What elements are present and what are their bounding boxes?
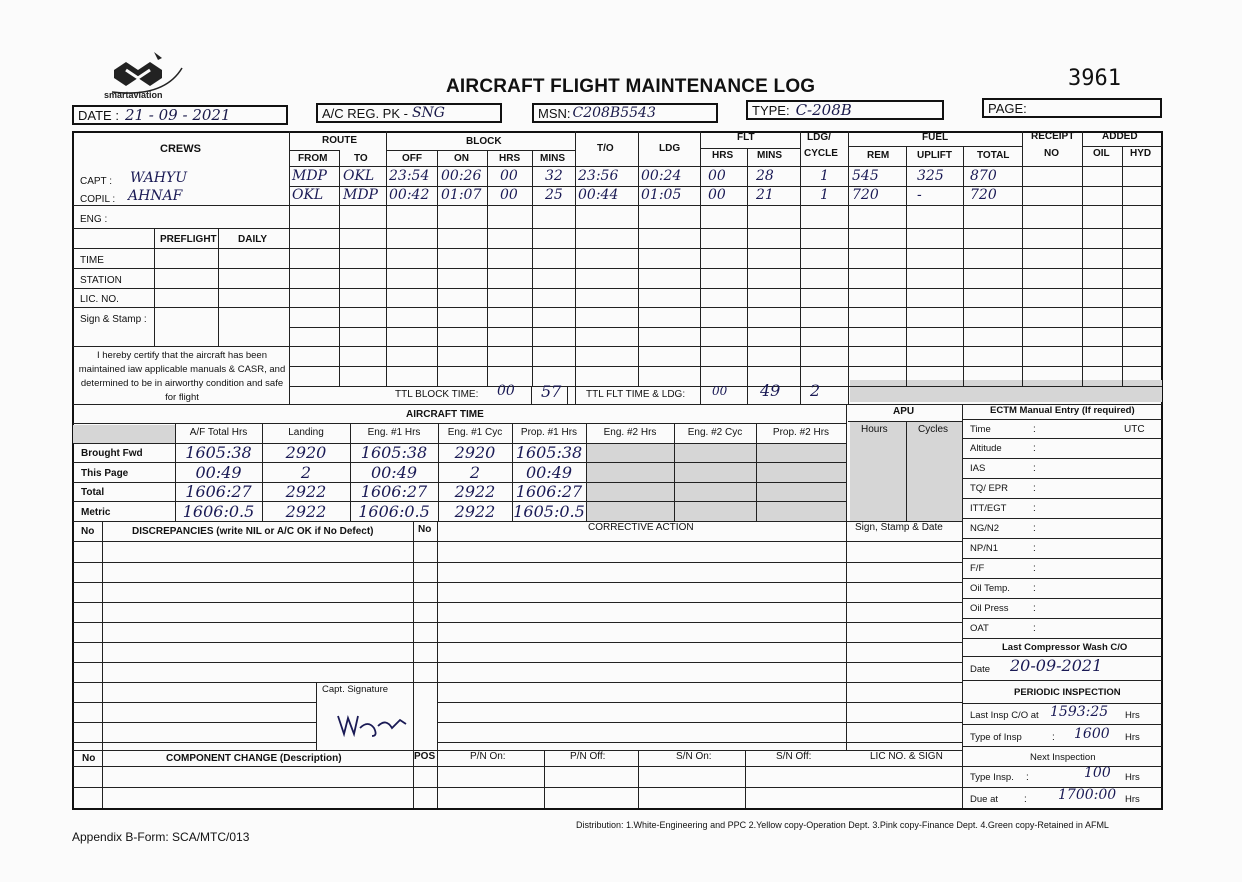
page-field[interactable]: [982, 98, 1162, 118]
last-insp-label: Last Insp C/O at: [970, 710, 1039, 721]
block-mins-header: MINS: [540, 153, 565, 164]
grid-line: [700, 148, 800, 149]
ectm-title: ECTM Manual Entry (If required): [990, 405, 1135, 416]
aircraft-time-value: 1606:27: [185, 482, 252, 501]
copil-value: AHNAF: [128, 188, 183, 204]
logo-text: smartaviation: [104, 90, 163, 100]
type-field[interactable]: [746, 100, 944, 120]
aircraft-time-header: Eng. #2 Cyc: [687, 427, 743, 438]
flight-to-time-value: 00:44: [578, 187, 619, 203]
grid-line: [1022, 131, 1023, 386]
flt-mins-header: MINS: [757, 150, 782, 161]
fuel-total-header: TOTAL: [977, 150, 1010, 161]
receipt-header: RECEIPT: [1031, 131, 1075, 142]
grid-line: [73, 750, 962, 751]
copil-label: COPIL :: [80, 194, 116, 205]
ttl-block-hrs: 00: [497, 383, 515, 399]
grid-line: [962, 618, 1162, 619]
grid-line: [289, 366, 1162, 367]
flight-on-value: 01:07: [441, 187, 482, 203]
grid-line: [413, 521, 414, 808]
reg-value: SNG: [411, 105, 445, 121]
aircraft-time-value: 00:49: [195, 462, 242, 482]
grid-line: [962, 598, 1162, 599]
grid-line: [289, 228, 1162, 229]
aircraft-time-title: AIRCRAFT TIME: [406, 409, 484, 420]
aircraft-time-value: 2922: [454, 482, 496, 501]
ttl-flt-label: TTL FLT TIME & LDG:: [586, 389, 686, 400]
aircraft-time-header: A/F Total Hrs: [189, 427, 248, 438]
grid-line: [567, 386, 568, 404]
grid-line: [906, 146, 907, 386]
grid-line: [962, 498, 1162, 499]
ectm-field-sep: :: [1033, 583, 1036, 594]
page-label: PAGE:: [988, 100, 1027, 116]
grid-line: [73, 288, 289, 289]
next-inspection-title: Next Inspection: [1030, 752, 1096, 763]
grid-line: [531, 386, 532, 404]
flight-uplift-value: 325: [917, 168, 944, 184]
grid-line: [963, 146, 964, 386]
aircraft-time-value: 2922: [285, 482, 327, 501]
flight-rem-value: 545: [852, 168, 879, 184]
aircraft-time-value: 2: [469, 462, 481, 482]
grid-line: [962, 538, 1162, 539]
sign-stamp-date-header: Sign, Stamp & Date: [855, 522, 943, 533]
flight-hrs-value: 00: [500, 187, 518, 203]
grid-line: [289, 150, 339, 151]
ectm-field-sep: :: [1033, 543, 1036, 554]
added-header: ADDED: [1102, 131, 1138, 142]
aircraft-time-value: 1606:27: [360, 482, 428, 501]
aircraft-time-value: 1606:27: [515, 482, 583, 501]
aircraft-time-value: 1605:38: [360, 443, 428, 462]
grid-line: [73, 228, 289, 229]
ectm-field-sep: :: [1033, 503, 1036, 514]
grid-line: [747, 148, 748, 386]
type-insp-sep: :: [1052, 732, 1055, 743]
flight-flt-hrs-value: 00: [708, 168, 726, 184]
grid-line: [906, 421, 907, 521]
ectm-field-label: F/F: [970, 563, 985, 574]
preflight-header: PREFLIGHT: [160, 234, 217, 245]
grid-line: [800, 131, 801, 404]
preflight-sign-label: Sign & Stamp :: [80, 314, 147, 325]
lic-sign-header: LIC NO. & SIGN: [870, 751, 943, 762]
ectm-field-label: IAS: [970, 463, 986, 474]
flight-cycle-value: 1: [820, 168, 829, 184]
flight-on-value: 00:26: [441, 168, 482, 184]
flight-ldg-value: 00:24: [641, 168, 682, 184]
grid-line: [747, 386, 748, 404]
grid-line: [102, 521, 103, 808]
aircraft-time-header: Eng. #1 Cyc: [447, 427, 503, 438]
grid-line: [73, 541, 962, 542]
ectm-field-label: Oil Temp.: [970, 583, 1010, 594]
flight-total-value: 720: [970, 187, 997, 203]
component-change-header: COMPONENT CHANGE (Description): [166, 753, 342, 764]
reg-label: A/C REG. PK -: [322, 105, 408, 121]
grid-line: [700, 131, 701, 404]
grid-line: [289, 131, 290, 404]
aircraft-time-value: 2920: [454, 443, 496, 462]
grid-line: [962, 478, 1162, 479]
aircraft-time-value: 2: [300, 462, 312, 482]
grid-line: [962, 724, 1162, 725]
flight-mins-value: 32: [545, 168, 563, 184]
grid-line: [638, 131, 639, 386]
ectm-field-label: ITT/EGT: [970, 503, 1007, 514]
grid-line: [962, 578, 1162, 579]
grid-line: [73, 562, 962, 563]
grid-line: [544, 750, 545, 808]
aircraft-time-value: 1606:0.5: [182, 501, 255, 521]
flight-mins-value: 25: [545, 187, 563, 203]
ectm-time-sep: :: [1033, 424, 1036, 435]
grid-line: [848, 131, 849, 404]
grid-line: [73, 742, 316, 743]
last-insp-hrs: Hrs: [1125, 710, 1140, 721]
ectm-field-label: OAT: [970, 623, 989, 634]
grid-line: [962, 746, 1162, 747]
takeoff-header: T/O: [597, 143, 614, 154]
grid-line: [73, 248, 289, 249]
flt-header: FLT: [737, 132, 755, 143]
page-title: AIRCRAFT FLIGHT MAINTENANCE LOG: [446, 76, 816, 97]
ectm-field-sep: :: [1033, 443, 1036, 454]
grid-line: [437, 150, 438, 386]
type-label: TYPE:: [752, 102, 790, 118]
next-type-hrs: Hrs: [1125, 772, 1140, 783]
grid-line: [962, 404, 963, 808]
ectm-field-sep: :: [1033, 483, 1036, 494]
compressor-wash-date-value: 20-09-2021: [1010, 656, 1103, 675]
flight-to-value: OKL: [343, 168, 375, 184]
due-at-hrs: Hrs: [1125, 794, 1140, 805]
flt-hrs-header: HRS: [712, 150, 734, 161]
grid-line: [73, 682, 962, 683]
crews-header: CREWS: [160, 143, 201, 155]
grid-line: [437, 742, 962, 743]
last-insp-value: 1593:25: [1050, 704, 1109, 720]
ectm-utc-label: UTC: [1124, 424, 1145, 435]
route-header: ROUTE: [322, 135, 357, 146]
ttl-flt-mins: 49: [760, 381, 781, 400]
grid-line: [73, 622, 962, 623]
grid-line: [154, 228, 155, 346]
grid-line: [73, 307, 289, 308]
aircraft-time-value: 2922: [454, 501, 496, 521]
flight-flt-mins-value: 21: [756, 187, 774, 203]
oil-header: OIL: [1093, 148, 1110, 159]
grid-line: [73, 268, 289, 269]
next-type-label: Type Insp.: [970, 772, 1014, 783]
grid-line: [848, 421, 962, 422]
grid-line: [289, 205, 1162, 206]
corrective-no-header: No: [418, 524, 432, 535]
grid-line: [962, 680, 1162, 681]
flight-off-value: 23:54: [389, 168, 430, 184]
capt-value: WAHYU: [130, 170, 188, 186]
fuel-header: FUEL: [922, 132, 949, 143]
discrepancy-header: DISCREPANCIES (write NIL or A/C OK if No Defect): [132, 526, 374, 537]
grid-line: [1082, 131, 1083, 386]
date-field[interactable]: [72, 105, 288, 125]
ldg-cycle-header-2: CYCLE: [804, 148, 838, 159]
aircraft-time-row-label: Brought Fwd: [81, 448, 143, 459]
reg-field[interactable]: [316, 103, 502, 123]
date-value: 21 - 09 - 2021: [124, 106, 231, 124]
grid-line: [73, 702, 316, 703]
next-type-value: 100: [1084, 765, 1111, 781]
landing-header: LDG: [659, 143, 681, 154]
grid-line: [73, 642, 962, 643]
aircraft-time-row-label: Total: [81, 487, 105, 498]
ttl-block-mins: 57: [541, 382, 562, 401]
flight-uplift-value: -: [917, 187, 922, 203]
grid-line: [289, 268, 1162, 269]
ectm-time-label: Time: [970, 424, 991, 435]
ectm-field-sep: :: [1033, 603, 1036, 614]
ectm-field-label: NG/N2: [970, 523, 1000, 534]
grid-line: [962, 518, 1162, 519]
ectm-field-label: TQ/ EPR: [970, 483, 1009, 494]
grid-line: [962, 638, 1162, 639]
type-value: C-208B: [795, 101, 852, 119]
grid-line: [700, 386, 701, 404]
aircraft-time-header: Eng. #1 Hrs: [367, 427, 421, 438]
grid-line: [339, 150, 340, 386]
ectm-field-sep: :: [1033, 463, 1036, 474]
pn-off-header: P/N Off:: [570, 751, 606, 762]
hyd-header: HYD: [1130, 148, 1152, 159]
grid-line: [962, 558, 1162, 559]
corrective-action-header: CORRECTIVE ACTION: [588, 522, 694, 533]
flight-to-value: MDP: [343, 187, 378, 203]
next-type-sep: :: [1026, 772, 1029, 783]
grid-line: [800, 386, 801, 404]
grid-line: [73, 787, 962, 788]
pn-on-header: P/N On:: [470, 751, 506, 762]
flight-cycle-value: 1: [820, 187, 829, 203]
aircraft-time-value: 00:49: [525, 462, 573, 482]
capt-label: CAPT :: [80, 176, 113, 187]
aircraft-time-header: Eng. #2 Hrs: [603, 427, 657, 438]
pos-header: POS: [414, 751, 436, 762]
off-header: OFF: [402, 153, 422, 164]
grid-line: [1122, 146, 1123, 386]
aircraft-time-value: 1605:0.5: [513, 501, 585, 521]
type-insp-hrs: Hrs: [1125, 732, 1140, 743]
grid-line: [73, 722, 316, 723]
aircraft-time-header: Prop. #1 Hrs: [520, 427, 578, 438]
on-header: ON: [454, 153, 469, 164]
type-insp-value: 1600: [1074, 726, 1110, 742]
grid-line: [73, 205, 289, 206]
ectm-field-sep: :: [1033, 623, 1036, 634]
due-at-label: Due at: [970, 794, 998, 805]
grid-line: [962, 458, 1162, 459]
aircraft-time-value: 1606:0.5: [358, 501, 430, 521]
apu-title: APU: [893, 406, 915, 417]
flight-total-value: 870: [970, 168, 997, 184]
type-insp-label: Type of Insp: [970, 732, 1022, 743]
ectm-field-sep: :: [1033, 563, 1036, 574]
flight-hrs-value: 00: [500, 168, 518, 184]
grid-line: [745, 750, 746, 808]
fuel-uplift-header: UPLIFT: [917, 150, 952, 161]
capt-signature: [334, 706, 410, 740]
grid-line: [487, 150, 488, 386]
aircraft-time-header: Prop. #2 Hrs: [772, 427, 830, 438]
msn-field[interactable]: [532, 103, 718, 123]
grid-line: [962, 438, 1162, 439]
sn-on-header: S/N On:: [676, 751, 712, 762]
ttl-flt-hrs: 00: [712, 384, 728, 398]
grid-line: [73, 423, 846, 424]
grid-line: [437, 521, 438, 808]
document-number: 3961: [1068, 66, 1121, 91]
discrepancy-no-header: No: [81, 526, 95, 537]
grid-line: [316, 682, 317, 750]
flight-to-time-value: 23:56: [578, 168, 619, 184]
date-label: DATE :: [78, 107, 119, 123]
aircraft-time-value: 1605:38: [515, 443, 583, 462]
apu-hours-header: Hours: [861, 424, 888, 435]
block-hrs-header: HRS: [499, 153, 521, 164]
compressor-wash-title: Last Compressor Wash C/O: [1002, 642, 1128, 653]
flight-rem-value: 720: [852, 187, 879, 203]
grid-line: [638, 750, 639, 808]
to-header: TO: [354, 153, 368, 164]
grid-line: [73, 521, 962, 522]
grid-line: [962, 419, 1162, 420]
grid-line: [73, 582, 962, 583]
aircraft-time-row-label: Metric: [81, 506, 111, 518]
grid-line: [289, 327, 1162, 328]
sn-off-header: S/N Off:: [776, 751, 812, 762]
fuel-rem-header: REM: [867, 150, 890, 161]
due-at-value: 1700:00: [1058, 787, 1117, 803]
grid-line: [73, 346, 289, 347]
grid-line: [846, 404, 847, 750]
flight-off-value: 00:42: [389, 187, 430, 203]
grid-line: [289, 166, 1162, 167]
capt-signature-label: Capt. Signature: [322, 684, 389, 695]
block-header: BLOCK: [466, 136, 502, 147]
aircraft-time-row-label: This Page: [81, 467, 129, 479]
grid-line: [289, 288, 1162, 289]
ldg-cycle-header-1: LDG/: [807, 132, 831, 143]
aircraft-time-value: 2920: [285, 443, 327, 462]
daily-header: DAILY: [238, 234, 268, 245]
grid-line: [437, 722, 962, 723]
flight-flt-hrs-value: 00: [708, 187, 726, 203]
aircraft-time-value: 1605:38: [185, 443, 252, 462]
flight-from-value: MDP: [292, 168, 327, 184]
grid-line: [289, 307, 1162, 308]
receipt-no-header: NO: [1044, 148, 1059, 159]
grid-line: [962, 766, 1162, 767]
form-number: Appendix B-Form: SCA/MTC/013: [72, 830, 250, 844]
flight-flt-mins-value: 28: [756, 168, 774, 184]
aircraft-time-value: 2922: [285, 501, 327, 521]
grid-line: [386, 131, 387, 386]
ectm-field-sep: :: [1033, 523, 1036, 534]
ttl-block-label: TTL BLOCK TIME:: [395, 389, 479, 400]
aircraft-time-value: 00:49: [370, 462, 418, 482]
from-header: FROM: [298, 153, 328, 164]
ectm-field-label: Altitude: [970, 443, 1002, 454]
grid-line: [386, 150, 575, 151]
ectm-field-label: Oil Press: [970, 603, 1009, 614]
ectm-field-label: NP/N1: [970, 543, 998, 554]
grid-line: [73, 662, 962, 663]
grid-line: [73, 766, 962, 767]
grid-line: [437, 702, 962, 703]
eng-label: ENG :: [80, 214, 108, 225]
msn-label: MSN:: [538, 105, 571, 121]
component-no-header: No: [82, 753, 96, 764]
apu-cycles-header: Cycles: [918, 424, 949, 435]
distribution-note: Distribution: 1.White-Engineering and PPC 2.Yellow copy-Operation Dept. 3.Pink copy-Finance Dept. 4.Green copy-Retained in AFML: [576, 820, 1109, 830]
grid-line: [289, 248, 1162, 249]
due-at-sep: :: [1024, 794, 1027, 805]
certification-text: I hereby certify that the aircraft has been maintained iaw applicable manuals & CASR, and determined to be in airworthy condition and safe for flight: [78, 350, 286, 403]
grid-line: [575, 131, 576, 404]
flight-from-value: OKL: [292, 187, 324, 203]
periodic-inspection-title: PERIODIC INSPECTION: [1014, 687, 1121, 698]
grid-line: [289, 346, 1162, 347]
grid-line: [848, 146, 1022, 147]
preflight-station-label: STATION: [80, 275, 122, 286]
grid-line: [218, 228, 219, 346]
grid-line: [532, 150, 533, 386]
preflight-licno-label: LIC. NO.: [80, 294, 119, 305]
aircraft-time-header: Landing: [288, 427, 324, 438]
ttl-ldg: 2: [810, 381, 821, 400]
flight-ldg-value: 01:05: [641, 187, 682, 203]
compressor-wash-date-label: Date: [970, 664, 991, 675]
grid-line: [73, 602, 962, 603]
msn-value: C208B5543: [572, 105, 656, 121]
preflight-time-label: TIME: [80, 255, 104, 266]
